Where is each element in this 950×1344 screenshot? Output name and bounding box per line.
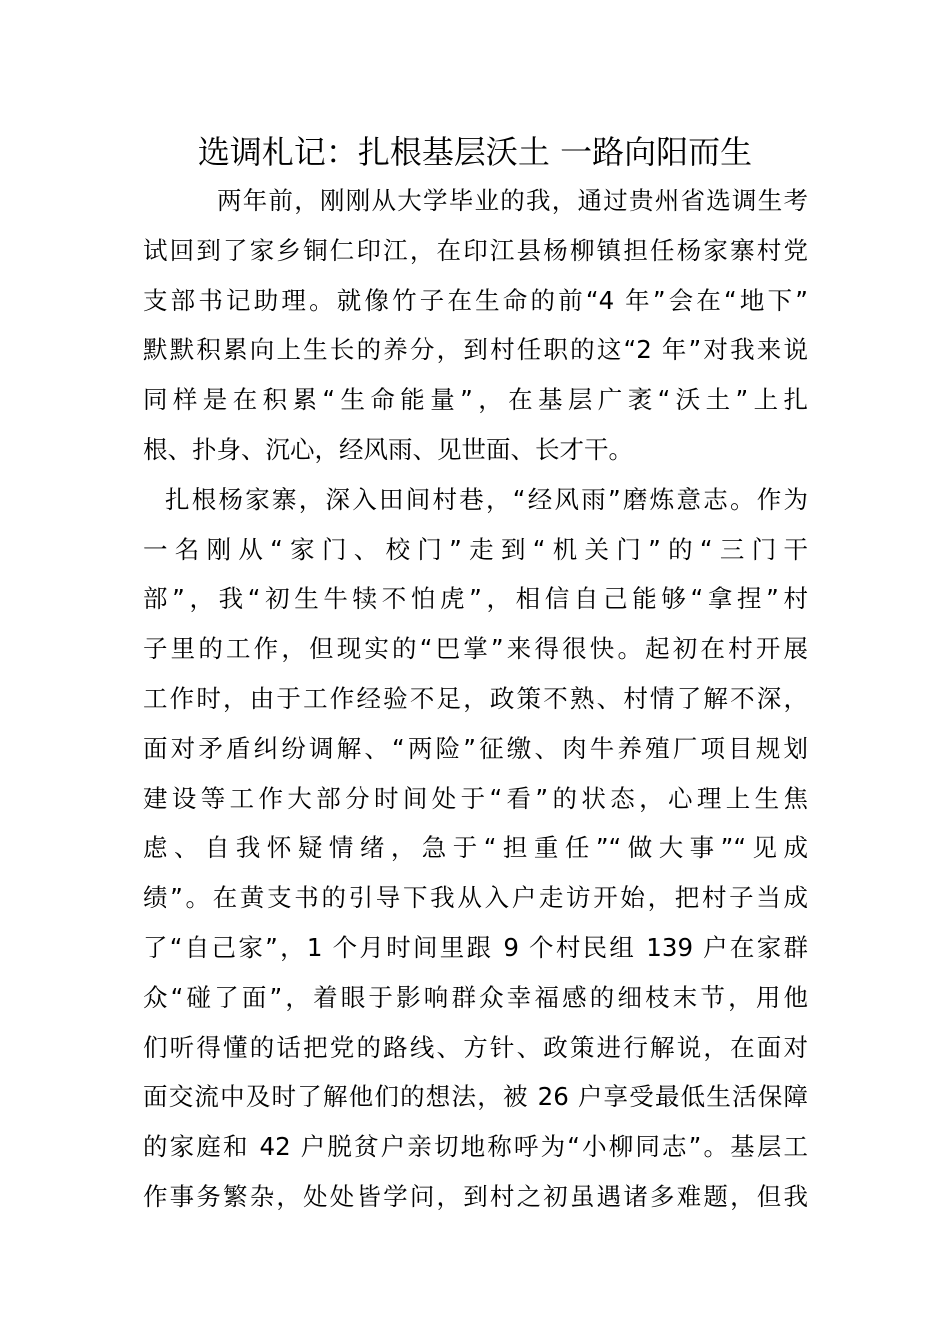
text-line: 面对矛盾纠纷调解、“两险”征缴、肉牛养殖厂项目规划 [143, 733, 808, 763]
text-line: 支部书记助理。就像竹子在生命的前“4 年”会在“地下” [143, 285, 808, 315]
text-line: 面交流中及时了解他们的想法，被 26 户享受最低生活保障 [143, 1082, 808, 1112]
text-line: 默默积累向上生长的养分，到村任职的这“2 年”对我来说 [143, 335, 808, 365]
document-title: 选调札记：扎根基层沃土 一路向阳而生 [197, 133, 753, 171]
paragraph-2 [143, 475, 808, 1222]
text-line: 了“自己家”，1 个月时间里跟 9 个村民组 139 户在家群 [143, 932, 808, 962]
text-line: 众“碰了面”，着眼于影响群众幸福感的细枝末节，用他 [143, 982, 808, 1012]
text-line: 两年前，刚刚从大学毕业的我，通过贵州省选调生考 [217, 186, 808, 215]
text-line: 虑、自我怀疑情绪，急于“担重任”“做大事”“见成 [143, 833, 808, 863]
paragraph-1 [143, 176, 808, 475]
text-line: 试回到了家乡铜仁印江，在印江县杨柳镇担任杨家寨村党 [143, 235, 808, 265]
text-line: 绩”。在黄支书的引导下我从入户走访开始，把村子当成 [143, 883, 808, 913]
text-line: 一名刚从“家门、校门”走到“机关门”的“三门干 [143, 534, 808, 564]
text-line: 部”，我“初生牛犊不怕虎”，相信自己能够“拿捏”村 [143, 584, 808, 614]
text-line: 根、扑身、沉心，经风雨、见世面、长才干。 [143, 434, 633, 464]
text-line: 建设等工作大部分时间处于“看”的状态，心理上生焦 [143, 783, 808, 813]
text-line: 工作时，由于工作经验不足，政策不熟、村情了解不深， [143, 683, 808, 713]
text-line: 扎根杨家寨，深入田间村巷，“经风雨”磨炼意志。作为 [165, 484, 808, 514]
text-line: 作事务繁杂，处处皆学问，到村之初虽遇诸多难题，但我 [143, 1181, 808, 1211]
text-line: 们听得懂的话把党的路线、方针、政策进行解说，在面对 [143, 1032, 808, 1062]
text-line: 的家庭和 42 户脱贫户亲切地称呼为“小柳同志”。基层工 [143, 1132, 808, 1162]
text-line: 子里的工作，但现实的“巴掌”来得很快。起初在村开展 [143, 634, 808, 664]
text-line: 同样是在积累“生命能量”，在基层广袤“沃土”上扎 [143, 385, 808, 415]
document-body [143, 176, 808, 1222]
